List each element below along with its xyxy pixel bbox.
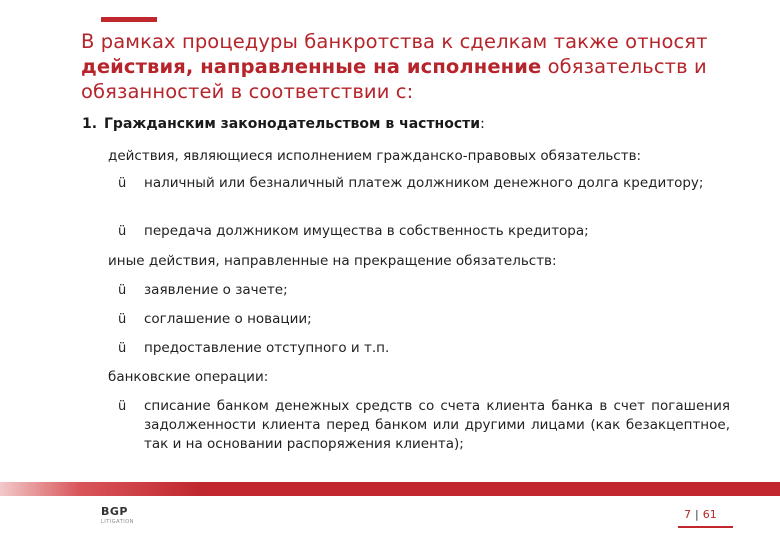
- group-label-3: банковские операции:: [108, 369, 269, 385]
- total-pages: 61: [702, 508, 717, 521]
- list-item: [118, 281, 730, 300]
- check-icon: ü: [118, 399, 127, 414]
- bottom-accent-band: [0, 482, 780, 496]
- list-item-text: заявление о зачете;: [144, 282, 288, 298]
- check-icon: ü: [118, 176, 127, 191]
- page-number-underline: [678, 526, 733, 528]
- list-item-text: списание банком денежных средств со счета клиента банка в счет погашения задолженности клиента перед банком или другими лицами (как безакцептное, так и на основании распоряжения клиента);: [144, 398, 730, 452]
- top-accent-bar: [101, 17, 157, 22]
- group-label-2: иные действия, направленные на прекращение обязательств:: [108, 253, 557, 269]
- section-heading-bold: Гражданским законодательством в частности: [104, 116, 481, 132]
- slide-title: [81, 29, 731, 104]
- list-item-text: соглашение о новации;: [144, 311, 312, 327]
- logo-subtitle: LITIGATION: [101, 519, 134, 525]
- list-item-text: наличный или безналичный платеж должником денежного долга кредитору;: [144, 175, 704, 191]
- title-line2-rest: обязательств и: [541, 55, 707, 78]
- current-page: 7: [684, 508, 691, 521]
- company-logo: [101, 505, 134, 525]
- logo-mark: BGP: [101, 505, 128, 518]
- section-heading-suffix: :: [480, 116, 485, 132]
- list-item: [118, 310, 730, 329]
- check-icon: ü: [118, 312, 127, 327]
- title-line3: обязанностей в соответствии с:: [81, 80, 414, 103]
- page-separator: |: [695, 508, 699, 521]
- check-icon: ü: [118, 283, 127, 298]
- list-item: [118, 339, 730, 358]
- list-item-text: предоставление отступного и т.п.: [144, 340, 390, 356]
- check-icon: ü: [118, 224, 127, 239]
- title-line1: В рамках процедуры банкротства к сделкам также относят: [81, 30, 708, 53]
- title-bold: действия, направленные на исполнение: [81, 55, 542, 78]
- list-item: [118, 174, 730, 193]
- list-item: [118, 222, 730, 241]
- group-label-1: действия, являющиеся исполнением гражданско-правовых обязательств:: [108, 148, 642, 164]
- list-item: [118, 397, 730, 454]
- list-item-text: передача должником имущества в собственность кредитора;: [144, 223, 589, 239]
- section-number: 1.: [82, 116, 98, 132]
- check-icon: ü: [118, 341, 127, 356]
- section-heading: [82, 115, 485, 133]
- page-number: [684, 508, 717, 521]
